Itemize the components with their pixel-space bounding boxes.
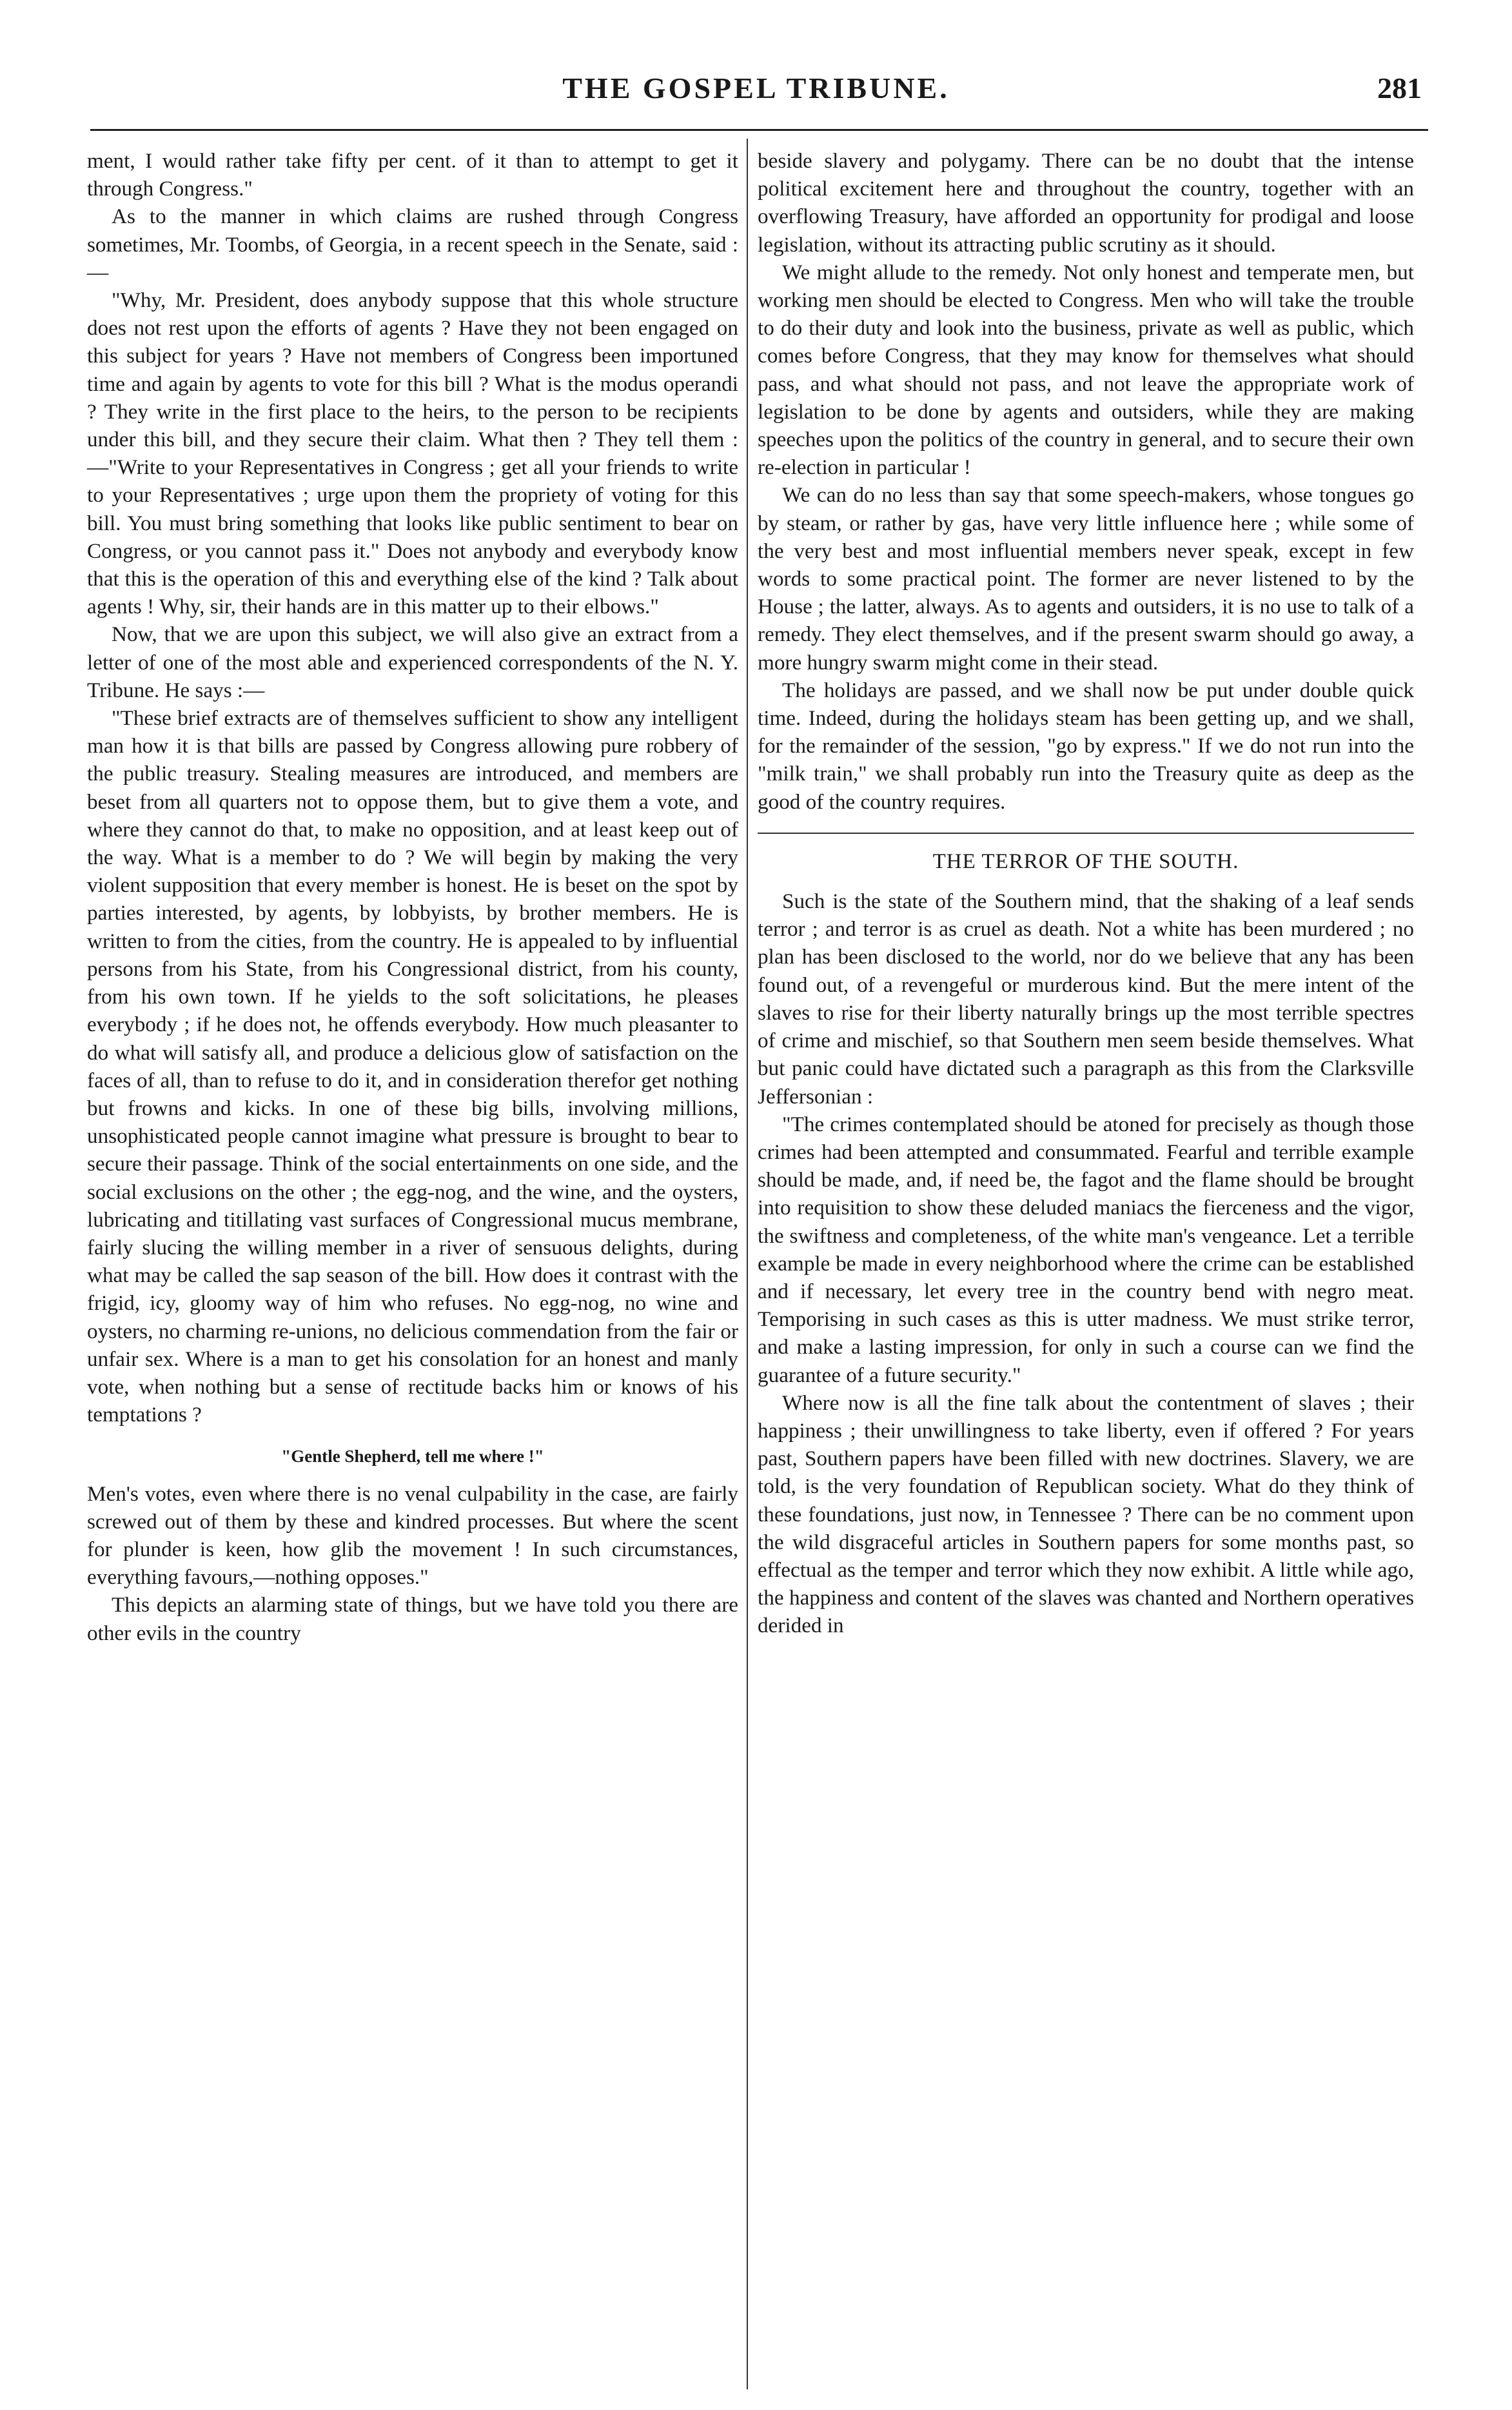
paragraph: Men's votes, even where there is no venal culpability in the case, are fairly screwed out of them by these and kindred processes. But where the scent for plunder is keen, how glib the movement ! In such circumstances, everything favours,—nothing opposes." <box>87 1481 738 1590</box>
left-column <box>87 147 738 1647</box>
paragraph: We can do no less than say that some speech-makers, whose tongues go by steam, or rather by gas, have very little influence here ; while some of the very best and most influential members never speak, except in few words to some practical point. The former are never listened to by the House ; the latter, always. As to agents and outsiders, it is no use to talk of a remedy. They elect themselves, and if the present swarm should go away, a more hungry swarm might come in their stead. <box>758 483 1414 675</box>
paragraph: Where now is all the fine talk about the contentment of slaves ; their happiness ; their unwillingness to take liberty, even if offered ? For years past, Southern papers have been filled with new doctrines. Slavery, we are told, is the very foundation of Republican society. What do they think of these foundations, just now, in Tennessee ? There can be no comment upon the wild disgraceful articles in Southern papers for some months past, so effectual as the temper and terror which they now exhibit. A little while ago, the happiness and content of the slaves was chanted and Northern operatives derided in <box>758 1390 1414 1638</box>
paragraph: This depicts an alarming state of things, but we have told you there are other evils in the country <box>87 1593 738 1645</box>
section-rule <box>758 833 1414 834</box>
running-head <box>90 71 1422 116</box>
paragraph: We might allude to the remedy. Not only honest and temperate men, but working men should be elected to Congress. Men who will take the trouble to do their duty and look into the business, private as well as public, which comes before Congress, that they may know for themselves what should pass, and what should not pass, and not leave the appropriate work of legislation to be done by agents and outsiders, while they are making speeches upon the politics of the country in general, and to secure their own re-election in particular ! <box>758 260 1414 480</box>
quoted-paragraph: "The crimes contemplated should be atoned for precisely as though those crimes had been attempted and consummated. Fearful and terrible example should be made, and, if need be, the fagot and the flame should be brought into requisition to show these deluded maniacs the fierceness and the vigor, the swiftness and completeness, of the white man's vengeance. Let a terrible example be made in every neighborhood where the crime can be established and if necessary, let every tree in the country bend with negro meat. Temporising in such cases as this is utter madness. We must strike terror, and make a lasting impression, for only in such a course can we find the guarantee of a future security." <box>758 1112 1414 1387</box>
right-column <box>758 147 1414 1640</box>
quoted-paragraph: "Why, Mr. President, does anybody suppose that this whole structure does not rest upon the efforts of agents ? Have they not been engaged on this subject for years ? Have not members of Congress been importuned time and again by agents to vote for this bill ? What is the modus operandi ? They write in the first place to the heirs, to the person to be recipients under this bill, and they secure their claim. What then ? They tell them :—"Write to your Representatives in Congress ; get all your friends to write to your Representatives ; urge upon them the propriety of voting for this bill. You must bring something that looks like public sentiment to bear on Congress, or you cannot pass it." Does not anybody and everybody know that this is the operation of this and everything else of the kind ? Talk about agents ! Why, sir, their hands are in this matter up to their elbows." <box>87 288 738 619</box>
paragraph: ment, I would rather take fifty per cent. of it than to attempt to get it through Congress." <box>87 149 738 201</box>
paragraph: Now, that we are upon this subject, we will also give an extract from a letter of one of the most able and experienced correspondents of the N. Y. Tribune. He says :— <box>87 622 738 702</box>
paragraph: As to the manner in which claims are rushed through Congress sometimes, Mr. Toombs, of Georgia, in a recent speech in the Senate, said :— <box>87 204 738 284</box>
verse-quote: "Gentle Shepherd, tell me where !" <box>281 1447 544 1467</box>
quoted-paragraph: "These brief extracts are of themselves sufficient to show any intelligent man how it is that bills are passed by Congress allowing pure robbery of the public treasury. Stealing measures are introduced, and members are beset from all quarters not to oppose them, but to give them a vote, and where they cannot do that, to make no opposition, and at least keep out of the way. What is a member to do ? We will begin by making the very violent supposition that every member is honest. He is beset on the spot by parties interested, by agents, by lobbyists, by brother members. He is written to from the cities, from the country. He is appealed to by influential persons from his State, from his Congressional district, from his county, from his own town. If he yields to the soft solicitations, he pleases everybody ; if he does not, he offends everybody. How much pleasanter to do what will satisfy all, and produce a delicious glow of satisfaction on the faces of all, than to refuse to do it, and in consideration therefor get nothing but frowns and kicks. In one of these big bills, involving millions, unsophisticated people cannot imagine what pressure is brought to bear to secure their passage. Think of the social entertainments on one side, and the social exclusions on the other ; the egg-nog, and the wine, and the oysters, lubricating and titillating vast surfaces of Congressional mucus membrane, fairly slucing the willing member in a river of sensuous delights, during what may be called the sap season of the bill. How does it contrast with the frigid, icy, gloomy way of him who refuses. No egg-nog, no wine and oysters, no charming re-unions, no delicious commendation from the fair or unfair sex. Where is a man to get his consolation for an honest and manly vote, when nothing but a sense of rectitude backs him or knows of his temptations ? <box>87 706 738 1427</box>
paragraph: The holidays are passed, and we shall now be put under double quick time. Indeed, during the holidays steam has been getting up, and we shall, for the remainder of the session, "go by express." If we do not run into the "milk train," we shall probably run into the Treasury quite as deep as the good of the country requires. <box>758 678 1414 814</box>
page-number: 281 <box>1377 72 1422 104</box>
paragraph: beside slavery and polygamy. There can be no doubt that the intense political excitement here and throughout the country, together with an overflowing Treasury, have afforded an opportunity for prodigal and loose legislation, without its attracting public scrutiny as it should. <box>758 149 1414 257</box>
paragraph: Such is the state of the Southern mind, that the shaking of a leaf sends terror ; and terror is as cruel as death. Not a white has been murdered ; no plan has been disclosed to the world, nor do we believe that any has been found out, of a revengeful or murderous kind. But the mere intent of the slaves to rise for their liberty naturally brings up the most terrible spectres of crime and mischief, so that Southern men seem beside themselves. What but panic could have dictated such a paragraph as this from the Clarksville Jeffersonian : <box>758 889 1414 1109</box>
header-rule <box>90 129 1428 131</box>
article-heading: THE TERROR OF THE SOUTH. <box>932 849 1239 873</box>
column-divider <box>747 139 748 2389</box>
publication-title: THE GOSPEL TRIBUNE. <box>562 72 950 104</box>
